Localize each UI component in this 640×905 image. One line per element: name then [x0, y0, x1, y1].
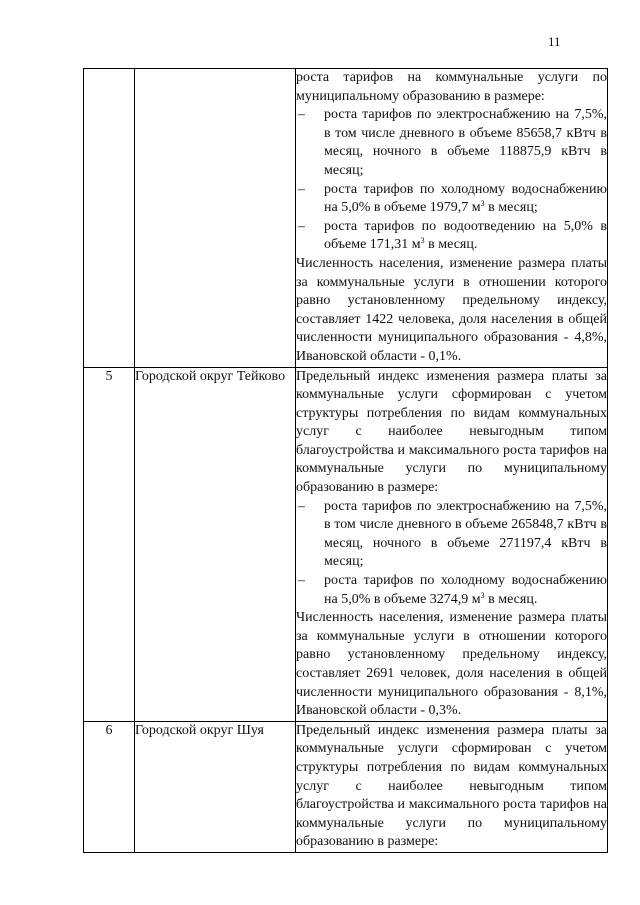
population-text: Численность населения, изменение размера платы за коммунальные услуги в отношении которого равно установленному предельному индексу, составляет 2691 человек, доля населения в общей численности муниципального образования - 8,1%, Ивановской области - 0,3%.	[296, 610, 607, 719]
tariff-bullet-item	[296, 498, 607, 572]
bullet-text	[324, 218, 607, 255]
row-number-cell: 5	[84, 367, 135, 721]
municipality-name-cell: Городской округ Шуя	[135, 721, 296, 852]
page-number: 11	[548, 34, 561, 49]
table-body	[84, 69, 608, 853]
tariff-bullet-item	[296, 218, 607, 255]
municipality-name-cell	[135, 69, 296, 368]
bullet-main-text: роста тарифов по электроснабжению на 7,5%, в том числе дневного в объеме 265848,7 кВтч в месяц, ночного в объеме 271197,4 кВтч в месяц;	[324, 498, 607, 570]
description-cell	[296, 69, 608, 368]
bullet-main-text: роста тарифов по водоотведению на 5,0% в объеме 171,31 м	[324, 218, 607, 253]
row-number-cell: 6	[84, 721, 135, 852]
tariff-intro-text: Предельный индекс изменения размера платы за коммунальные услуги сформирован с учетом структуры потребления по видам коммунальных услуг с наиболее невыгодным типом благоустройства и максимального роста тарифов на коммунальные услуги по муниципальному образованию в размере:	[296, 722, 607, 850]
bullet-text	[324, 572, 607, 609]
table-row	[84, 69, 608, 368]
bullet-tail-text: в месяц.	[484, 591, 538, 607]
bullet-main-text: роста тарифов по электроснабжению на 7,5%, в том числе дневного в объеме 85658,7 кВтч в месяц, ночного в объеме 118875,9 кВтч в месяц;	[324, 107, 607, 178]
bullet-main-text: роста тарифов по холодному водоснабжению на 5,0% в объеме 3274,9 м	[324, 573, 607, 607]
municipality-name-cell: Городской округ Тейково	[135, 367, 296, 721]
tariff-bullet-item	[296, 106, 607, 180]
dash-bullet-icon: –	[298, 573, 305, 589]
bullet-text	[324, 181, 607, 218]
tariff-bullet-item	[296, 572, 607, 609]
cubic-superscript: 3	[480, 199, 485, 209]
bullet-tail-text: в месяц.	[424, 237, 478, 253]
cubic-superscript: 3	[480, 590, 485, 600]
bullet-text	[324, 106, 607, 180]
population-text: Численность населения, изменение размера платы за коммунальные услуги в отношении которого равно установленному предельному индексу, составляет 1422 человека, доля населения в общей численности муниципального образования - 4,8%, Ивановской области - 0,1%.	[296, 255, 607, 364]
bullet-tail-text: в месяц;	[484, 200, 538, 216]
description-cell	[296, 367, 608, 721]
cubic-superscript: 3	[420, 236, 425, 246]
bullet-text	[324, 498, 607, 572]
dash-bullet-icon: –	[298, 218, 305, 234]
description-cell	[296, 721, 608, 852]
dash-bullet-icon: –	[298, 498, 305, 514]
dash-bullet-icon: –	[298, 181, 305, 197]
tariff-intro-text: роста тарифов на коммунальные услуги по муниципальному образованию в размере:	[296, 70, 607, 104]
table-row	[84, 367, 608, 721]
bullet-main-text: роста тарифов по холодному водоснабжению на 5,0% в объеме 1979,7 м	[324, 181, 607, 216]
table-row	[84, 721, 608, 852]
municipal-tariff-table	[83, 68, 608, 853]
tariff-intro-text: Предельный индекс изменения размера платы за коммунальные услуги сформирован с учетом структуры потребления по видам коммунальных услуг с наиболее невыгодным типом благоустройства и максимального роста тарифов на коммунальные услуги по муниципальному образованию в размере:	[296, 368, 607, 496]
tariff-bullet-item	[296, 181, 607, 218]
row-number-cell	[84, 69, 135, 368]
dash-bullet-icon: –	[298, 107, 305, 123]
